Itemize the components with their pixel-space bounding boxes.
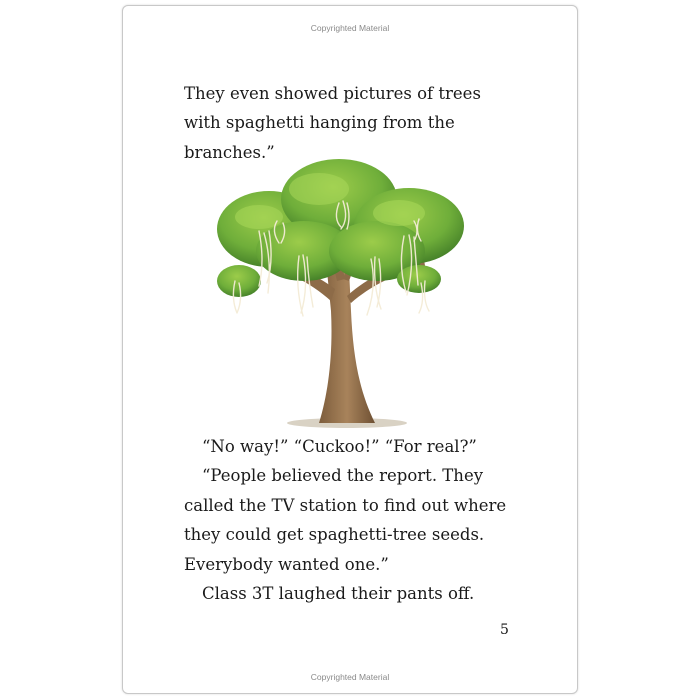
text-line: They even showed pictures of trees bbox=[184, 84, 481, 103]
text-line: Everybody wanted one.” bbox=[184, 554, 389, 574]
text-line: branches.” bbox=[184, 142, 275, 162]
paragraph-dialogue bbox=[184, 432, 544, 608]
text-line: “People believed the report. They bbox=[202, 466, 484, 486]
book-page bbox=[122, 5, 578, 694]
text-line: called the TV station to find out where bbox=[184, 495, 507, 515]
copyright-header: Copyrighted Material bbox=[310, 23, 390, 33]
text-line: they could get spaghetti-tree seeds. bbox=[184, 525, 485, 545]
spaghetti-tree-illustration bbox=[199, 151, 479, 431]
text-line: “No way!” “Cuckoo!” “For real?” bbox=[202, 437, 477, 456]
copyright-footer: Copyrighted Material bbox=[310, 672, 390, 682]
text-line: Class 3T laughed their pants off. bbox=[202, 584, 475, 604]
text-line: with spaghetti hanging from the bbox=[184, 113, 455, 133]
page-number: 5 bbox=[500, 622, 509, 638]
